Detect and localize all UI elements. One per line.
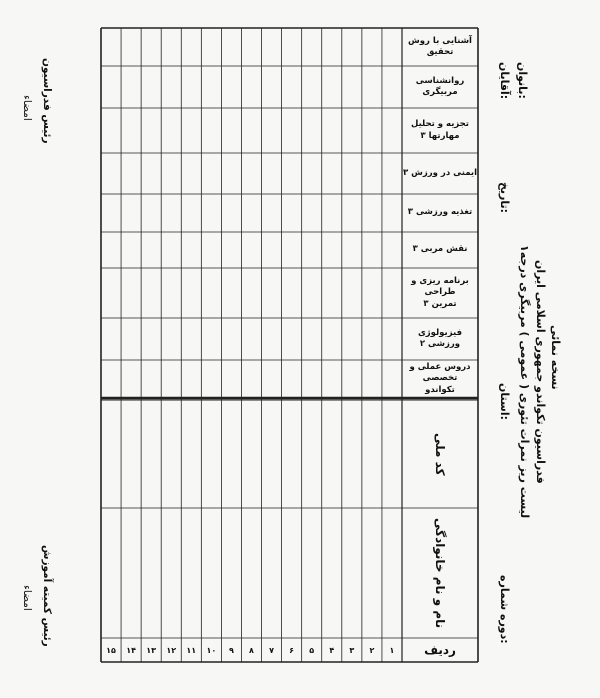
row-number-header: ردیف bbox=[424, 643, 456, 657]
row-number: ۱ bbox=[389, 645, 395, 655]
row-number: ۴ bbox=[329, 645, 335, 655]
course-research-methods: آشنایی با روش تحقیق bbox=[408, 35, 472, 57]
row-number: ۱۱ bbox=[186, 645, 197, 655]
row-number: ۱۵ bbox=[106, 645, 116, 655]
date-label: تاریخ: bbox=[497, 182, 511, 214]
row-number: ۸ bbox=[249, 645, 254, 655]
federation-head-title: رئیس فدراسیون bbox=[41, 58, 54, 144]
row-number: ۱۲ bbox=[166, 645, 177, 655]
course-sports-nutrition: تغذیه ورزشی ۳ bbox=[407, 207, 473, 218]
copy-label: نسخه نمائی bbox=[548, 325, 562, 390]
row-number: ۱۰ bbox=[206, 645, 217, 655]
course-practical-taekwondo: دروس عملی و تخصصی تکواندو bbox=[409, 361, 471, 395]
row-number: ۶ bbox=[289, 645, 295, 655]
list-title: لیست ریز نمرات تئوری ( عمومی ) مربیگری درجه۱ bbox=[517, 245, 531, 519]
course-skill-analysis: تجزیه و تحلیل مهارتها ۳ bbox=[411, 119, 469, 141]
federation-name: فدراسیون تکواندو جمهوری اسلامی ایران bbox=[533, 260, 547, 484]
men-label: آقایان: bbox=[497, 62, 511, 100]
national-code-header: کد ملی bbox=[433, 432, 447, 476]
row-number: ۱۴ bbox=[126, 645, 136, 655]
education-head-title: رئیس کمیته آموزش bbox=[41, 545, 54, 647]
course-training-planning: برنامه ریزی و طراحی تمرین ۳ bbox=[411, 275, 469, 309]
course-coach-role: نقش مربی ۳ bbox=[412, 244, 468, 255]
province-label: استان: bbox=[497, 383, 511, 421]
row-number: ۷ bbox=[269, 645, 274, 655]
course-sports-safety: ایمنی در ورزش ۳ bbox=[403, 167, 478, 178]
row-number: ۵ bbox=[309, 645, 315, 655]
row-number: ۳ bbox=[349, 645, 355, 655]
row-number: ۹ bbox=[228, 645, 234, 655]
row-number: ۱۳ bbox=[146, 645, 157, 655]
course-number-label: دوره شماره: bbox=[497, 575, 511, 644]
women-label: بانوان: bbox=[515, 62, 529, 99]
course-coaching-psychology: روانشناسی مربیگری bbox=[415, 75, 465, 97]
row-number: ۲ bbox=[369, 645, 375, 655]
federation-head-signature: امضاء bbox=[21, 95, 34, 121]
education-head-signature: امضاء bbox=[21, 585, 34, 611]
course-sports-physiology: فیزیولوژی ورزشی ۲ bbox=[417, 327, 463, 349]
name-header: نام و نام خانوادگی bbox=[433, 517, 447, 629]
